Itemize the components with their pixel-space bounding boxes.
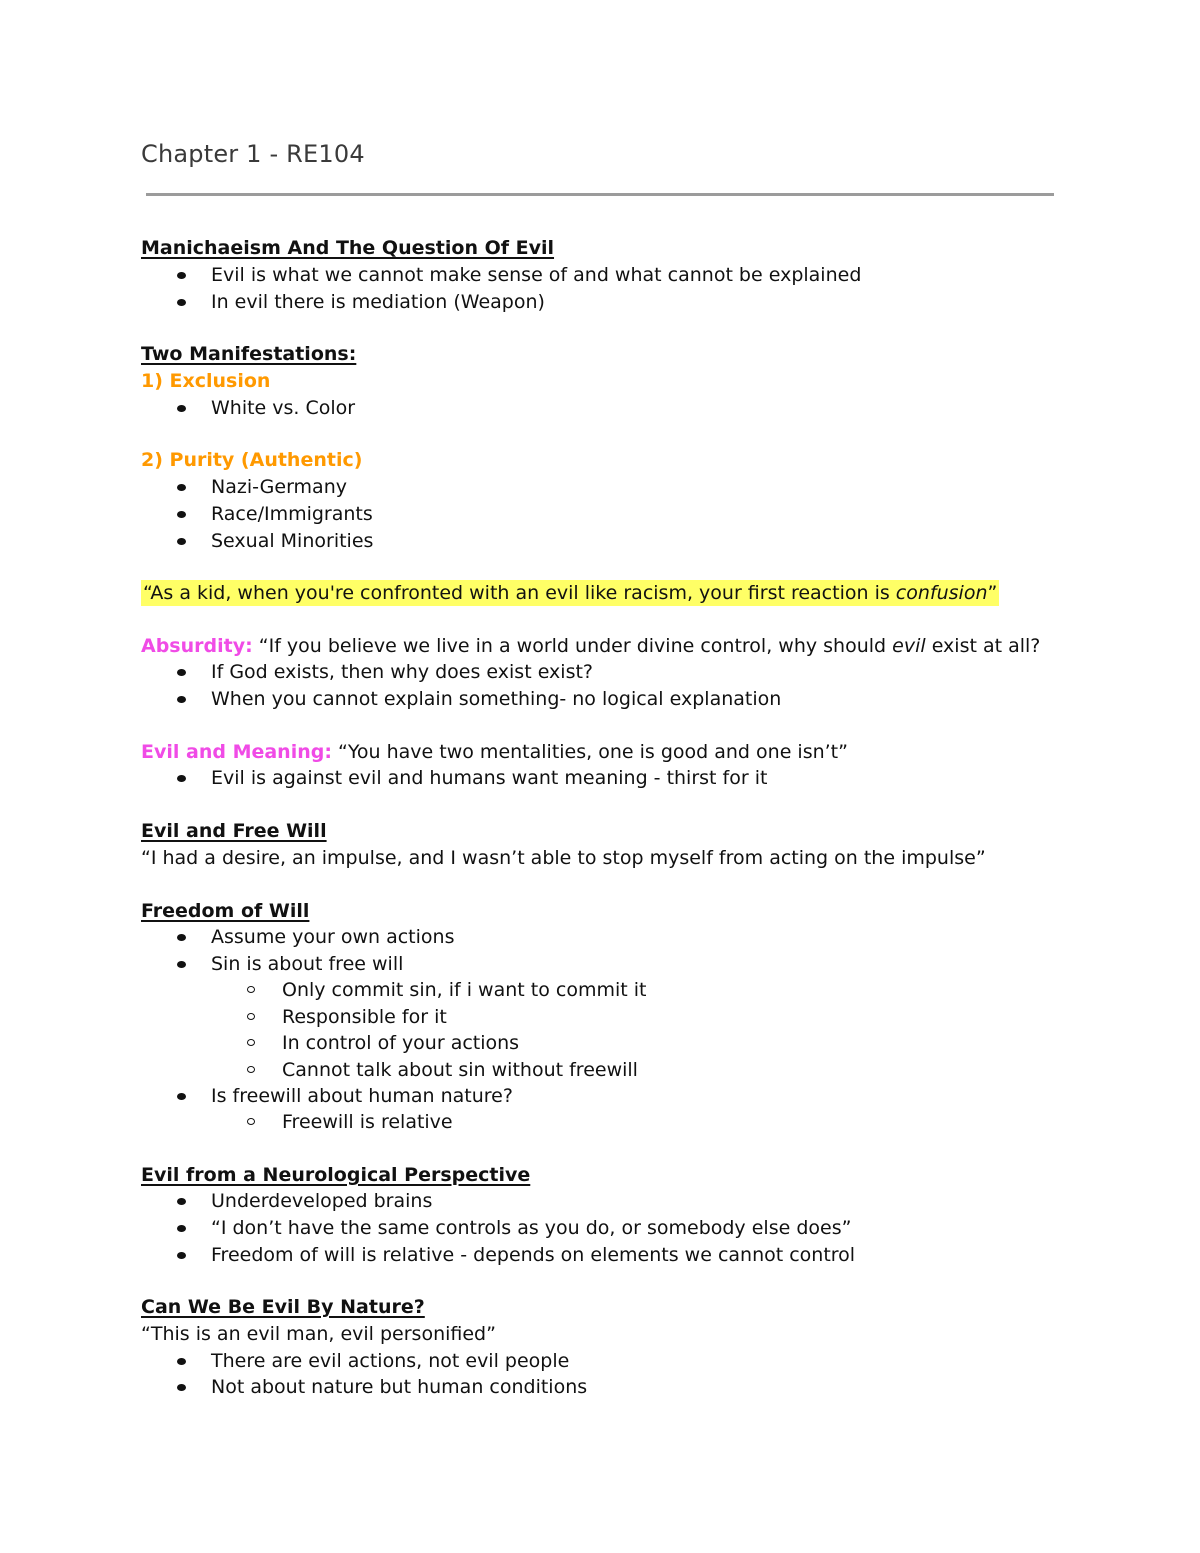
bullet-icon [177, 299, 186, 306]
bullet-icon [177, 1358, 186, 1365]
nature-quote: “This is an evil man, evil personified” [141, 1323, 496, 1345]
free-will-quote: “I had a desire, an impulse, and I wasn’t able to stop myself from acting on the impulse” [141, 847, 986, 869]
absurdity-label: Absurdity: [141, 635, 253, 657]
hollow-bullet-icon [247, 1039, 255, 1046]
bullet-icon [177, 961, 186, 968]
bullet-icon [177, 272, 186, 279]
bullet-icon [177, 511, 186, 518]
bullet-icon [177, 1198, 186, 1205]
hollow-bullet-icon [247, 986, 255, 993]
bullet-icon [177, 696, 186, 703]
hollow-bullet-icon [247, 1013, 255, 1020]
section-heading-freedom-of-will: Freedom of Will [141, 900, 310, 922]
subheading-purity: 2) Purity (Authentic) [141, 449, 363, 471]
section-heading-evil-by-nature: Can We Be Evil By Nature? [141, 1296, 425, 1318]
horizontal-divider [146, 193, 1054, 196]
bullet-icon [177, 405, 186, 412]
hollow-bullet-icon [247, 1118, 255, 1125]
quote-highlight: “As a kid, when you're confronted with an evil like racism, your first reaction is confusion” [143, 582, 998, 604]
bullet-icon [177, 538, 186, 545]
subheading-exclusion: 1) Exclusion [141, 370, 271, 392]
bullet-icon [177, 1384, 186, 1391]
bullet-icon [177, 1252, 186, 1259]
section-heading-neurological: Evil from a Neurological Perspective [141, 1164, 531, 1186]
section-heading-free-will: Evil and Free Will [141, 820, 327, 842]
page-title: Chapter 1 - RE104 [141, 140, 365, 168]
document-page: Chapter 1 - RE104 Manichaeism And The Question Of Evil Evil is what we cannot make sense of and what cannot be explained In evil there is mediation (Weapon) Two Manifestations: 1) Exclusion White vs. Color 2) Purity (Authentic) Nazi-Germany Race/Immigrants Sexual Minorities “As a kid, when you're confronted with an evil like racism, your first reaction is confusion” Absurdity: “If you believe we live in a world under divine control, why should evil exist at all? If God exists, then why does exist exist? When you cannot explain something- no logical explanation Evil and Meaning: “You have two mentalities, one is good and one isn’t” Evil is against evil and humans want meaning - thirst for it Evil and Free Will “I had a desire, an impulse, and I wasn’t able to stop myself from acting on the impulse” Freedom of Will Assume your own actions Sin is about free will Only commit sin, if i want to commit it Responsible for it In control of your actions Cannot talk about sin without freewill Is freewill about human nature? Freewill is relative Evil from a Neurological Perspective Underdeveloped brains “I don’t have the same controls as you do, or somebody else does” Freedom of will is relative - depends on elements we cannot control Can We Be Evil By Nature? “This is an evil man, evil personified” There are evil actions, not evil people Not about nature but human conditions [0, 0, 1200, 1553]
evil-meaning-label: Evil and Meaning: [141, 741, 332, 763]
bullet-icon [177, 484, 186, 491]
bullet-icon [177, 934, 186, 941]
section-heading-two-manifestations: Two Manifestations: [141, 343, 357, 365]
section-heading-manichaeism: Manichaeism And The Question Of Evil [141, 237, 555, 259]
hollow-bullet-icon [247, 1066, 255, 1073]
bullet-icon [177, 669, 186, 676]
evil-meaning-paragraph: Evil and Meaning: “You have two mentalities, one is good and one isn’t” [141, 741, 848, 763]
bullet-icon [177, 1093, 186, 1100]
bullet-icon [177, 1225, 186, 1232]
highlighted-quote [141, 580, 999, 606]
absurdity-paragraph: Absurdity: “If you believe we live in a world under divine control, why should evil exist at all? [141, 635, 1041, 657]
bullet-icon [177, 775, 186, 782]
